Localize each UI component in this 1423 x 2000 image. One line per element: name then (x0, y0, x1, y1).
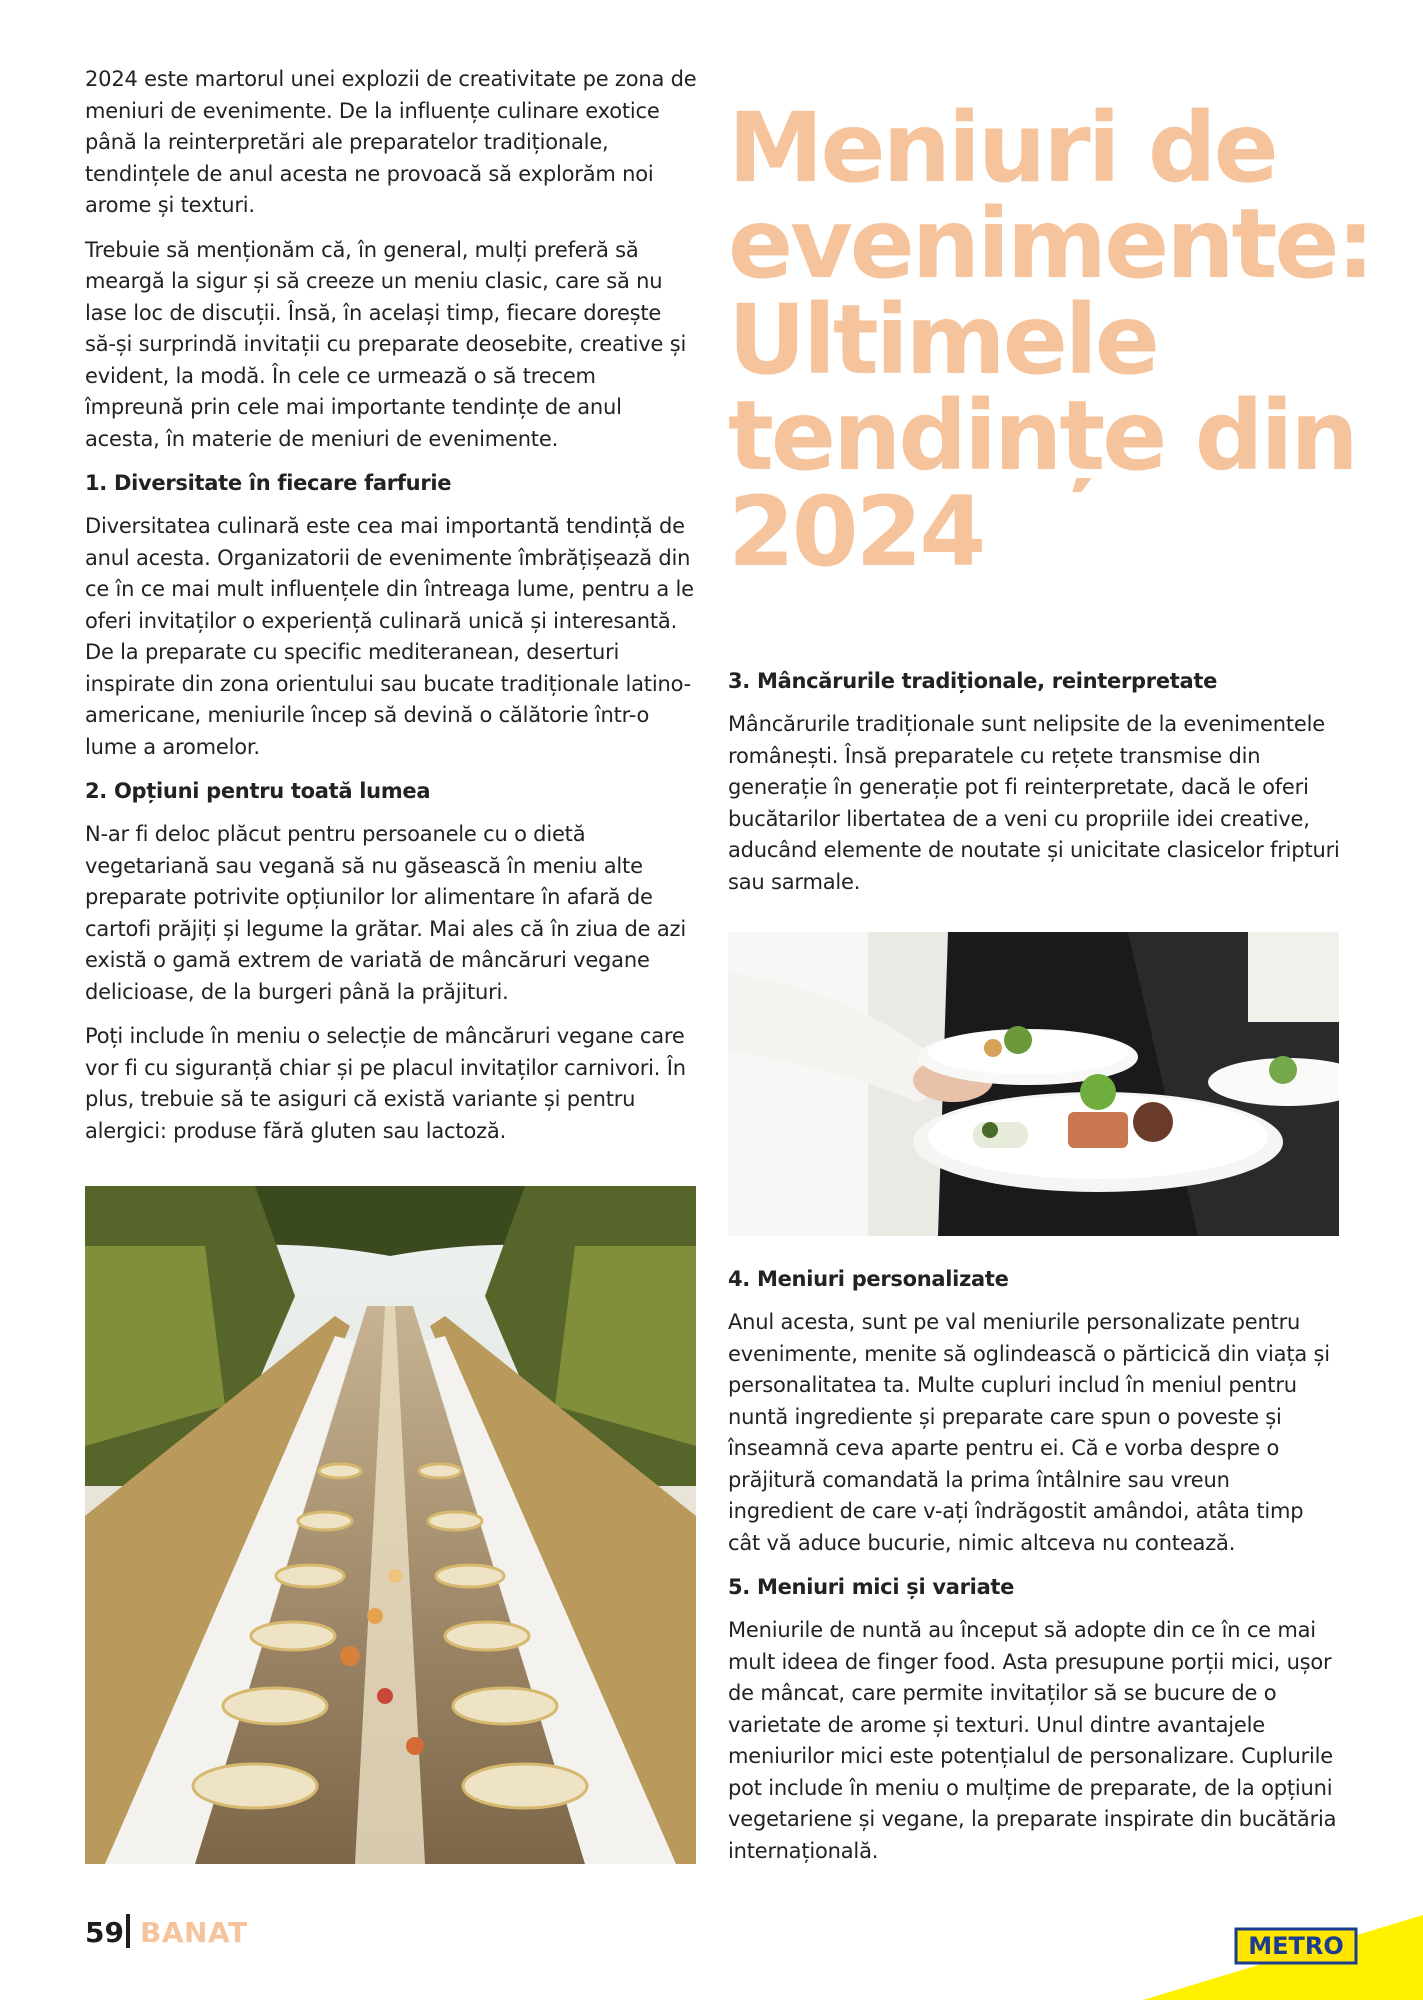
article-title (728, 92, 1388, 588)
title-line: Ultimele (728, 284, 1157, 396)
section-heading-1: 1. Diversitate în fiecare farfurie (85, 471, 452, 495)
left-column (85, 64, 697, 1160)
title-line: evenimente: (728, 188, 1372, 300)
waiters-plates-photo (728, 932, 1339, 1236)
section-3-paragraph: Mâncărurile tradiționale sunt nelipsite de la evenimentele românești. Însă preparatele cu rețete transmise din generație în generație pot fi reinterpretate, dacă le oferi bucătarilor libertatea de a veni cu propriile idei creative, aducând elemente de noutate și unicitate clasicelor fripturi sau sarmale. (728, 712, 1340, 894)
section-heading-3: 3. Mâncărurile tradiționale, reinterpretate (728, 669, 1218, 693)
right-column-lower (728, 1262, 1340, 1880)
intro-paragraph: 2024 este martorul unei explozii de creativitate pe zona de meniuri de evenimente. De la influențe culinare exotice până la reinterpretări ale preparatelor tradiționale, tendințele de anul acesta ne provoacă să explorăm noi arome și texturi. (85, 67, 697, 217)
right-column (728, 664, 1340, 911)
section-heading-2: 2. Opțiuni pentru toată lumea (85, 779, 431, 803)
page-number: 59 (85, 1916, 124, 1949)
section-2-paragraph: N-ar fi deloc plăcut pentru persoanele cu o dietă vegetariană sau vegană să nu găsească în meniu alte preparate potrivite opțiunilor lor alimentare în afară de cartofi prăjiți și legume la grătar. Mai ales că în ziua de azi există o gamă extrem de variată de mâncăruri vegane delicioase, de la burgeri până la prăjituri. (85, 822, 686, 1004)
title-line: tendințe din (728, 380, 1356, 492)
intro-paragraph-2: Trebuie să menționăm că, în general, mulți preferă să meargă la sigur și să creeze un meniu clasic, care să nu lase loc de discuții. Însă, în același timp, fiecare dorește să-și surprindă invitații cu preparate deosebite, creative și evident, la modă. În cele ce urmează o să trecem împreună prin cele mai importante tendințe de anul acesta, în materie de meniuri de evenimente. (85, 237, 687, 451)
section-2-paragraph-2: Poți include în meniu o selecție de mâncăruri vegane care vor fi cu siguranță chiar și pe placul invitaților carnivori. În plus, trebuie să te asiguri că există variante și pentru alergici: produse fără gluten sau lactoză. (85, 1024, 686, 1143)
section-heading-5: 5. Meniuri mici și variate (728, 1575, 1015, 1599)
section-1-paragraph: Diversitatea culinară este cea mai importantă tendință de anul acesta. Organizatorii de evenimente îmbrățișează din ce în ce mai mult influențele din întreaga lume, pentru a le oferi invitaților o experiență culinară unică și interesantă. De la preparate cu specific mediteranean, deserturi inspirate din zona orientului sau bucate tradiționale latino-americane, meniurile încep să devină o călătorie într-o lume a aromelor. (85, 514, 694, 759)
region-label: BANAT (140, 1916, 248, 1949)
footer-separator (126, 1914, 130, 1948)
title-line: Meniuri de (728, 92, 1276, 204)
section-4-paragraph: Anul acesta, sunt pe val meniurile personalizate pentru evenimente, menite să oglindească o părticică din viața și personalitatea ta. Multe cupluri includ în meniul pentru nuntă ingrediente și preparate care spun o poveste și înseamnă ceva aparte pentru ei. Că e vorba despre o prăjitură comandată la prima întâlnire sau vreun ingredient de care v-ați îndrăgostit amândoi, atâta timp cât vă aduce bucurie, nimic altceva nu contează. (728, 1310, 1330, 1555)
section-heading-4: 4. Meniuri personalizate (728, 1267, 1009, 1291)
title-line: 2024 (728, 476, 984, 588)
metro-corner (1143, 1905, 1423, 2000)
section-5-paragraph: Meniurile de nuntă au început să adopte din ce în ce mai mult ideea de finger food. Asta presupune porții mici, ușor de mâncat, care permite invitaților să se bucure de o varietate de arome și texturi. Unul dintre avantajele meniurilor mici este potențialul de personalizare. Cuplurile pot include în meniu o mulțime de preparate, de la opțiuni vegetariene și vegane, la preparate inspirate din bucătăria internațională. (728, 1618, 1337, 1863)
banquet-table-photo (85, 1186, 696, 1864)
metro-logo: METRO (1248, 1932, 1344, 1960)
